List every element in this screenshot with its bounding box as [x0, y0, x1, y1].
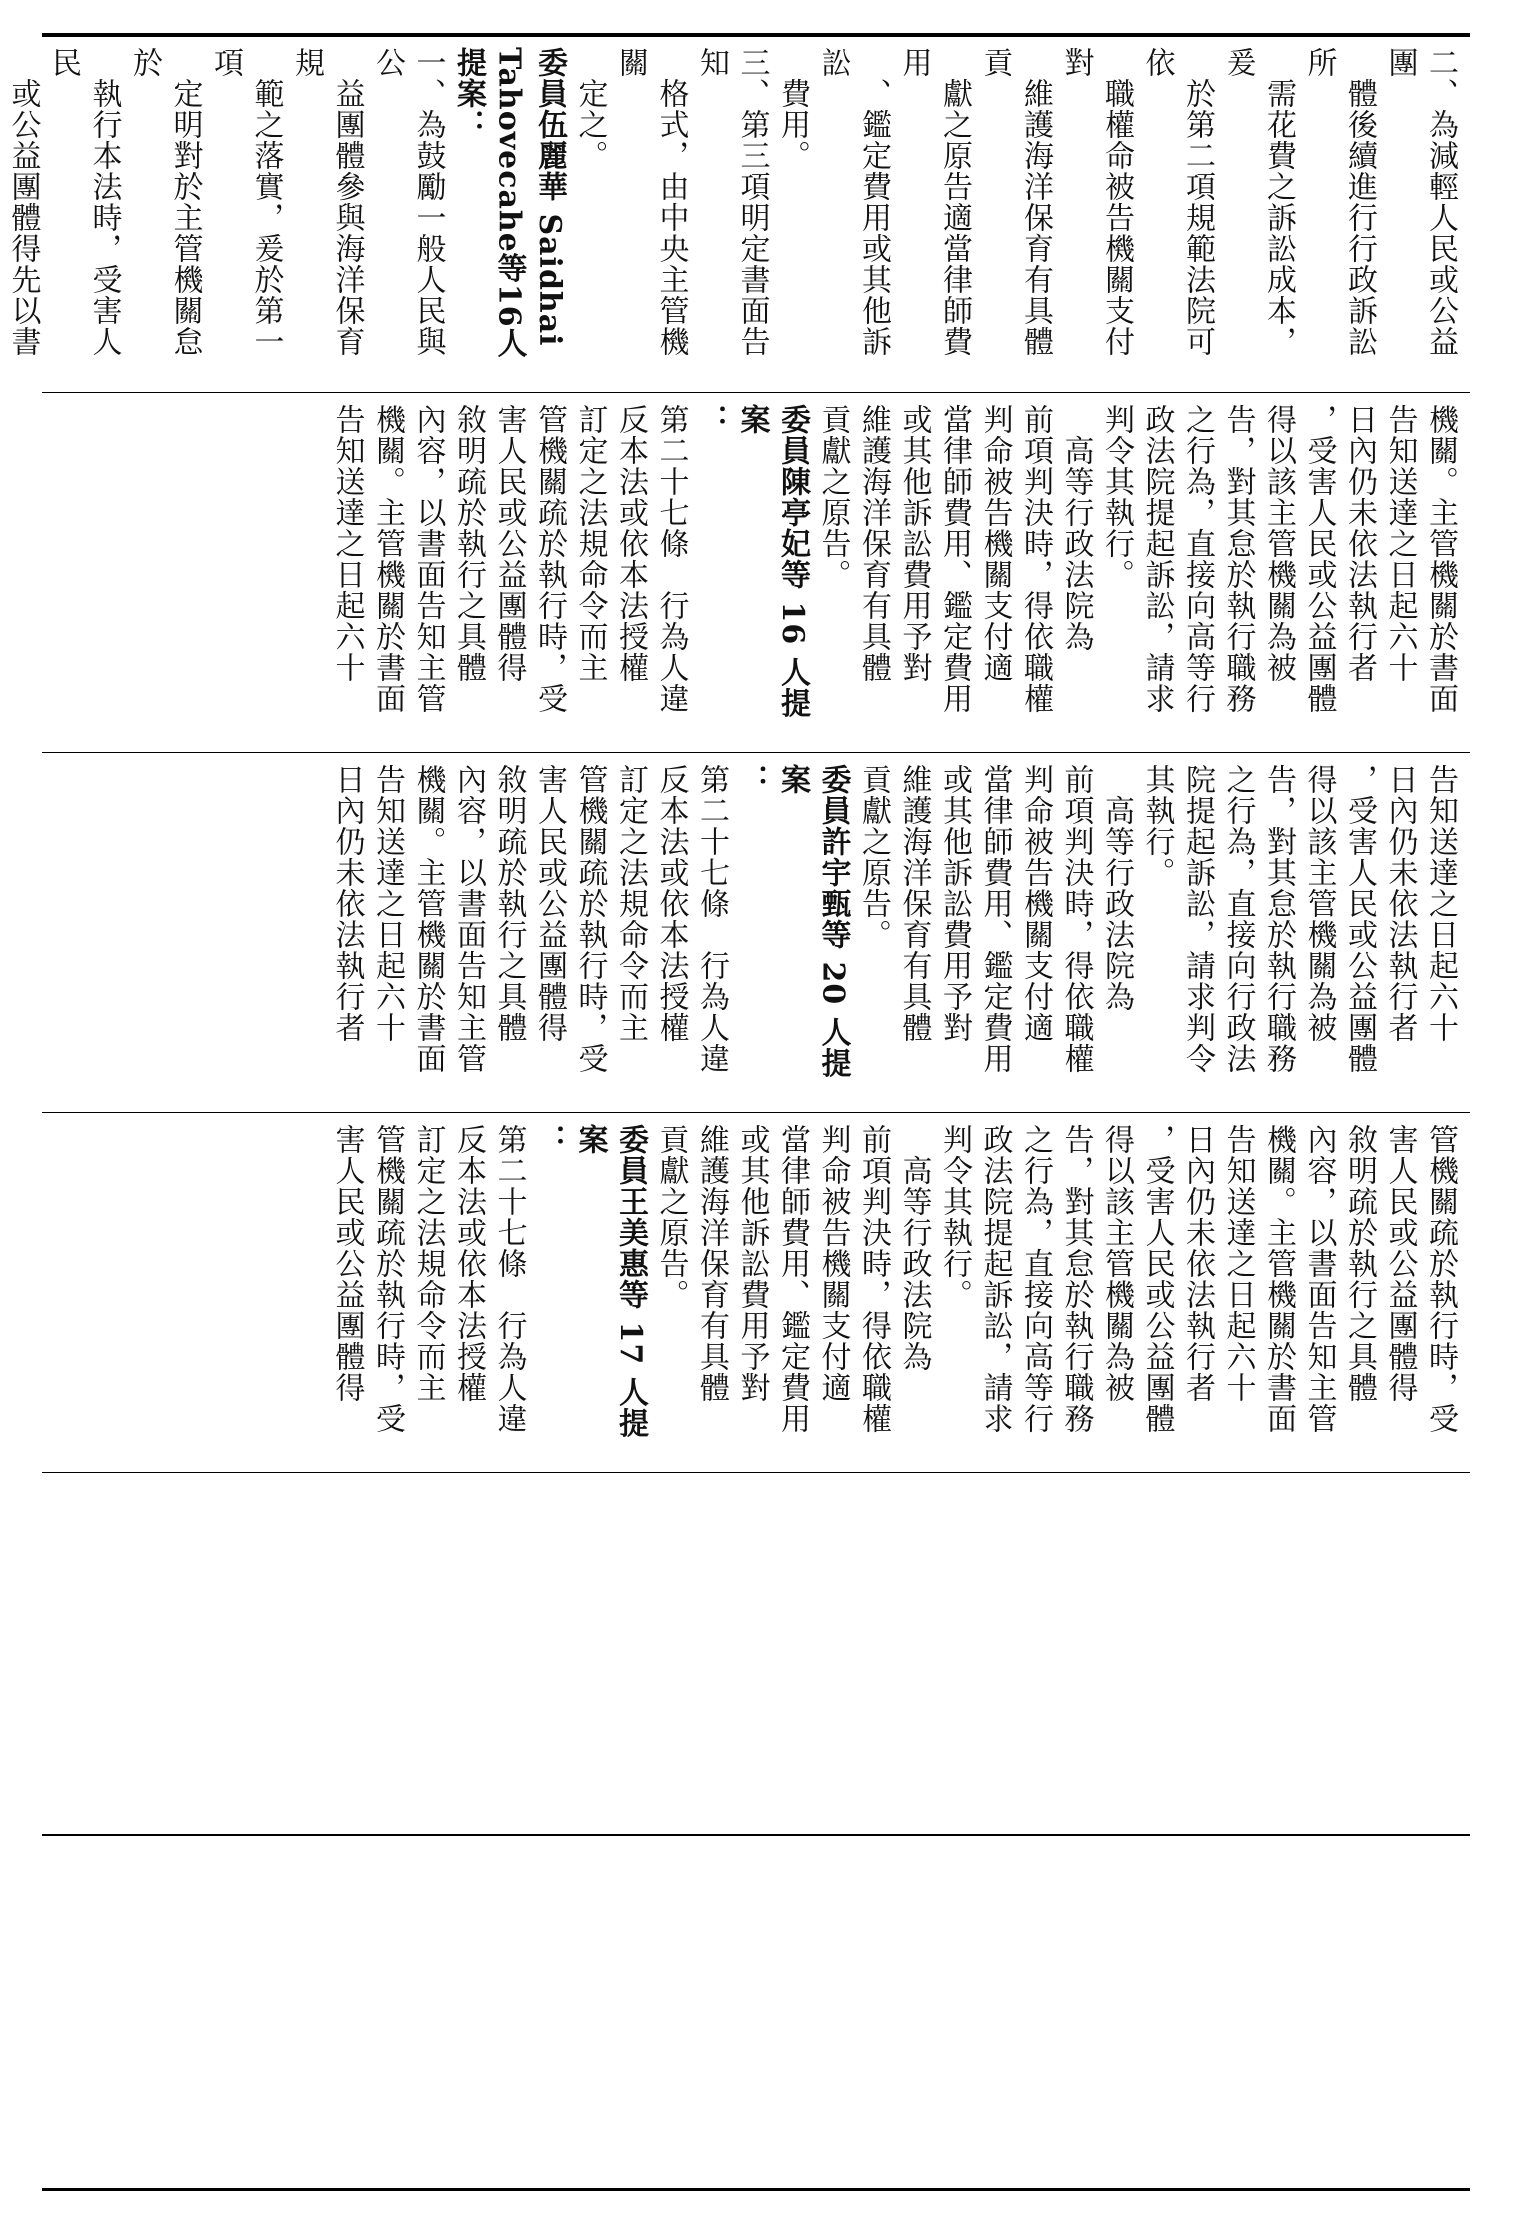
text-line: 維護海洋保育有具體貢 [977, 47, 1053, 357]
text-line: 前項判決時，得依職權 [1058, 764, 1094, 1074]
text-line: 之行為，直接向高等行 [1180, 404, 1215, 714]
text-line: ： [694, 404, 729, 435]
text-line: 費用。 [775, 47, 810, 171]
text-line: 政法院提起訴訟，請求 [1139, 404, 1175, 714]
text-line: 日內仍未依法執行者 [1342, 404, 1377, 683]
text-line: 機關。主管機關於書面 [1261, 1124, 1296, 1434]
text-line: 反本法或依本法授權 [613, 404, 648, 683]
text-line: 反本法或依本法授權 [451, 1124, 486, 1403]
text-line: 當律師費用、鑑定費用 [775, 1124, 810, 1434]
text-line: 告知送達之日起六十 [1382, 404, 1418, 683]
vertical-text-block [326, 404, 1460, 734]
text-line: 告，對其怠於執行職務 [1220, 404, 1256, 714]
text-line: 定之。 [572, 47, 608, 171]
text-line: 其執行。 [1139, 764, 1175, 888]
row-separator [42, 392, 1470, 393]
text-line: 格式，由中央主管機關 [613, 47, 689, 357]
text-line: 告知送達之日起六十 [1423, 764, 1458, 1043]
bottom-rule [42, 2188, 1470, 2191]
text-line: 反本法或依本法授權 [653, 764, 689, 1043]
text-line: 三、第三項明定書面告知 [694, 47, 770, 357]
text-line: 判令其執行。 [1099, 404, 1134, 590]
vertical-text-block [326, 1124, 1460, 1454]
text-line: 管機關疏於執行時，受 [370, 1124, 405, 1434]
text-line: 之行為，直接向高等行 [1018, 1124, 1053, 1434]
text-line: 高等行政法院為 [1099, 764, 1134, 1012]
text-line: 內容，以書面告知主管 [451, 764, 486, 1074]
text-line: 第二十七條 行為人違 [694, 764, 729, 1074]
text-line: 敘明疏於執行之具體 [491, 764, 527, 1043]
text-line: 或其他訴訟費用予對 [937, 764, 972, 1043]
text-line: 機關。主管機關於書面 [1423, 404, 1458, 714]
row-separator [42, 1112, 1470, 1113]
row-separator [42, 752, 1470, 753]
text-line: 貢獻之原告。 [653, 1124, 689, 1310]
text-line: 委員王美惠等 17 人提案 [572, 1124, 648, 1439]
text-line: ，受害人民或公益團體 [1139, 1124, 1175, 1434]
text-line: 敘明疏於執行之具體 [1342, 1124, 1377, 1403]
text-row-4 [42, 1114, 1470, 1472]
row-separator [42, 1472, 1470, 1473]
text-line: 告知送達之日起六十 [329, 404, 365, 683]
text-line: 日內仍未依法執行者 [1382, 764, 1418, 1043]
text-line: 判命被告機關支付適 [1018, 764, 1053, 1043]
text-row-1 [5, 37, 1470, 392]
text-line: 訂定之法規命令而主 [572, 404, 608, 683]
text-row-3 [42, 754, 1470, 1112]
text-line: 告知送達之日起六十 [1220, 1124, 1256, 1403]
text-line: 害人民或公益團體得 [532, 764, 567, 1043]
text-line: 院提起訴訟，請求判令 [1180, 764, 1215, 1074]
text-line: 獻之原告適當律師費用 [896, 47, 972, 357]
text-line: 告，對其怠於執行職務 [1261, 764, 1296, 1074]
text-line: 得以該主管機關為被 [1301, 764, 1337, 1043]
text-line: 害人民或公益團體得 [491, 404, 527, 683]
text-line: 委員伍麗華 Saidhai Tahovecahe等16人提案： [451, 47, 567, 359]
text-line: 判命被告機關支付適 [977, 404, 1013, 683]
text-line: 執行本法時，受害人民 [46, 47, 122, 357]
text-line: 日內仍未依法執行者 [329, 764, 365, 1043]
text-line: 第二十七條 行為人違 [491, 1124, 527, 1434]
vertical-text-block [0, 47, 1460, 377]
text-line: 害人民或公益團體得 [1382, 1124, 1418, 1403]
text-line: ，受害人民或公益團體 [1301, 404, 1337, 714]
text-line: ，受害人民或公益團體 [1342, 764, 1377, 1074]
text-line: 、鑑定費用或其他訴訟 [815, 47, 891, 357]
text-line: 需花費之訴訟成本，爰 [1220, 47, 1296, 357]
text-line: 內容，以書面告知主管 [1301, 1124, 1337, 1434]
text-line: 管機關疏於執行時，受 [532, 404, 567, 714]
text-line: 體後續進行行政訴訟所 [1301, 47, 1377, 357]
text-line: 之行為，直接向行政法 [1220, 764, 1256, 1074]
text-line: 告，對其怠於執行職務 [1058, 1124, 1094, 1434]
text-line: 職權命被告機關支付對 [1058, 47, 1134, 357]
text-line: 前項判決時，得依職權 [1018, 404, 1053, 714]
text-line: 貢獻之原告。 [815, 404, 851, 590]
text-line: 維護海洋保育有具體 [856, 404, 891, 683]
text-line: 當律師費用、鑑定費用 [977, 764, 1013, 1074]
text-line: 訂定之法規命令而主 [410, 1124, 446, 1403]
text-line: 或其他訴訟費用予對 [734, 1124, 770, 1403]
text-row-2 [42, 394, 1470, 752]
text-line: 二、為減輕人民或公益團 [1382, 47, 1458, 357]
text-line: 定明對於主管機關怠於 [127, 47, 203, 357]
text-line: 機關。主管機關於書面 [410, 764, 446, 1074]
text-line: 或公益團體得先以書 [5, 78, 41, 357]
text-line: 高等行政法院為 [1058, 404, 1094, 652]
section-rule [42, 1834, 1470, 1836]
text-line: 得以該主管機關為被 [1099, 1124, 1134, 1403]
text-line: 內容，以書面告知主管 [410, 404, 446, 714]
text-line: 當律師費用、鑑定費用 [937, 404, 972, 714]
text-line: 委員許宇甄等 20 人提案 [775, 764, 851, 1079]
text-line: ： [532, 1124, 567, 1155]
vertical-text-block [326, 764, 1460, 1094]
text-line: 訂定之法規命令而主 [613, 764, 648, 1043]
text-line: 前項判決時，得依職權 [856, 1124, 891, 1434]
text-line: 管機關疏於執行時，受 [1423, 1124, 1458, 1434]
text-line: 於第二項規範法院可依 [1139, 47, 1215, 357]
text-line: 得以該主管機關為被 [1261, 404, 1296, 683]
text-line: 管機關疏於執行時，受 [572, 764, 608, 1074]
text-line: 機關。主管機關於書面 [370, 404, 405, 714]
text-line: 第二十七條 行為人違 [653, 404, 689, 714]
text-line: 判命被告機關支付適 [815, 1124, 851, 1403]
text-line: 害人民或公益團體得 [329, 1124, 365, 1403]
text-line: 政法院提起訴訟，請求 [977, 1124, 1013, 1434]
text-line: 高等行政法院為 [896, 1124, 932, 1372]
text-line: 委員陳亭妃等 16 人提案 [734, 404, 810, 719]
text-line: ： [734, 764, 770, 795]
text-line: 判令其執行。 [937, 1124, 972, 1310]
text-line: 一、為鼓勵一般人民與公 [370, 47, 446, 357]
text-line: 維護海洋保育有具體 [694, 1124, 729, 1403]
text-line: 貢獻之原告。 [856, 764, 891, 950]
text-line: 維護海洋保育有具體 [896, 764, 932, 1043]
text-line: 日內仍未依法執行者 [1180, 1124, 1215, 1403]
text-line: 告知送達之日起六十 [370, 764, 405, 1043]
text-line: 或其他訴訟費用予對 [896, 404, 932, 683]
text-line: 範之落實，爰於第一項 [208, 47, 284, 357]
text-line: 益團體參與海洋保育規 [289, 47, 365, 357]
text-line: 敘明疏於執行之具體 [451, 404, 486, 683]
